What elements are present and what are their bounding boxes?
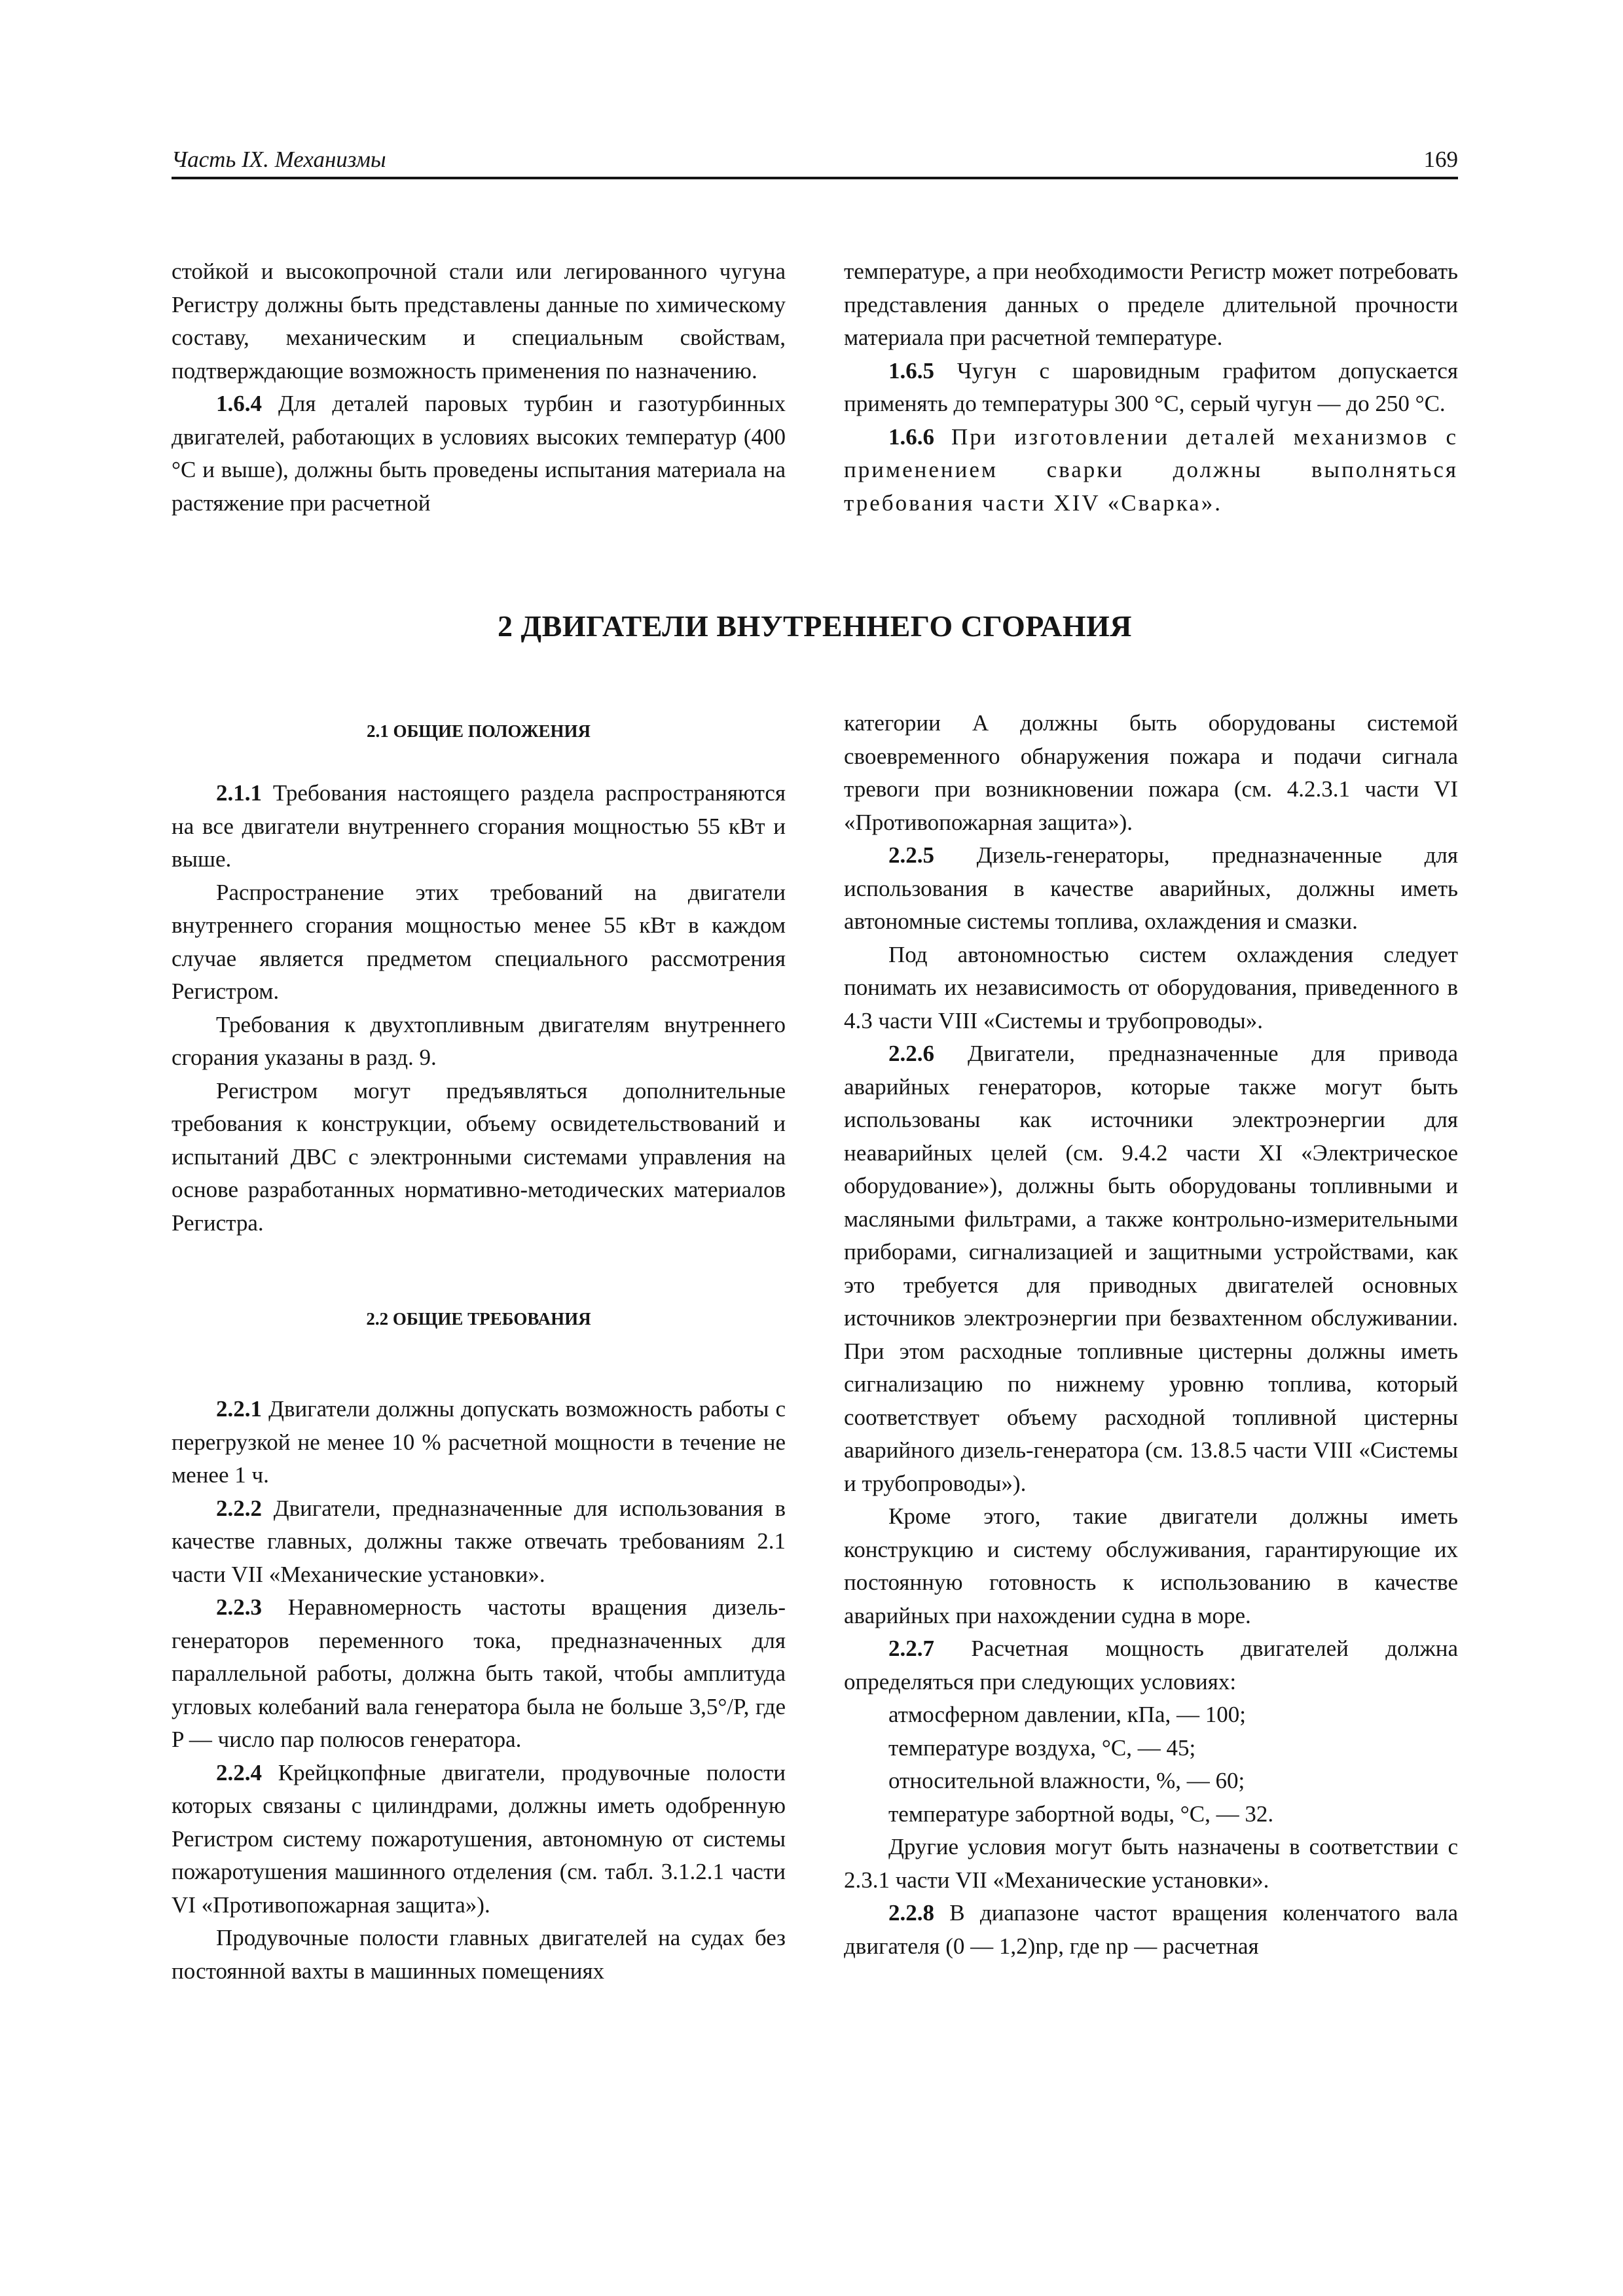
page-number: 169	[1423, 147, 1458, 172]
clause-number: 2.2.8	[888, 1900, 934, 1926]
clause-number: 2.2.3	[216, 1594, 262, 1620]
paragraph-1-6-6	[844, 421, 1458, 520]
clause-number: 1.6.4	[216, 391, 262, 416]
clause-text: Чугун с шаровидным графитом допускается применять до температуры 300 °С, серый чугун — до 250 °С.	[844, 357, 1458, 416]
clause-text: Расчетная мощность двигателей должна определяться при следующих условиях:	[844, 1636, 1458, 1695]
paragraph: Кроме этого, такие двигатели должны иметь конструкцию и систему обслуживания, гарантирующие их постоянную готовность к использованию в качестве аварийных при нахождении судна в море.	[844, 1503, 1458, 1628]
paragraph: категории А должны быть оборудованы системой своевременного обнаружения пожара и подачи сигнала тревоги при возникновении пожара (см. 4.2.3.1 части VI «Противопожарная защита»).	[844, 710, 1458, 835]
paragraph-2-2-4	[172, 1757, 786, 1922]
clause-number: 1.6.5	[888, 357, 934, 384]
paragraph: Продувочные полости главных двигателей на судах без постоянной вахты в машинных помещениях	[172, 1925, 786, 1984]
clause-number: 2.1.1	[216, 780, 262, 806]
paragraph-2-2-1	[172, 1393, 786, 1492]
top-right-column	[844, 255, 1458, 520]
clause-text: Неравномерность частоты вращения дизель-генераторов переменного тока, предназначенных для параллельной работы, должна быть такой, чтобы амплитуда угловых колебаний вала генератора была не больше 3,5°/P, где P — число пар полюсов генератора.	[172, 1594, 786, 1752]
clause-text: Крейцкопфные двигатели, продувочные полости которых связаны с цилиндрами, должны иметь одобренную Регистром систему пожаротушения, автономную от системы пожаротушения машинного отделения (см. табл. 3.1.2.1 части VI «Противопожарная защита»).	[172, 1759, 786, 1918]
right-column	[844, 707, 1458, 1963]
paragraph: Требования к двухтопливным двигателям внутреннего сгорания указаны в разд. 9.	[172, 1011, 786, 1070]
top-left-column	[172, 255, 786, 520]
paragraph-1-6-4	[172, 387, 786, 520]
paragraph: Регистром могут предъявляться дополнительные требования к конструкции, объему освидетельствований и испытаний ДВС с электронными системами управления на основе разработанных нормативно-методических материалов Регистра.	[172, 1077, 786, 1236]
condition-item: атмосферном давлении, кПа, — 100;	[888, 1702, 1246, 1727]
header-rule	[172, 177, 1458, 179]
paragraph: Распространение этих требований на двигатели внутреннего сгорания мощностью менее 55 кВт в каждом случае является предметом специального рассмотрения Регистром.	[172, 879, 786, 1004]
condition-item: относительной влажности, %, — 60;	[888, 1768, 1245, 1793]
paragraph-2-2-3	[172, 1591, 786, 1757]
paragraph-2-2-6	[844, 1037, 1458, 1500]
paragraph-1-6-5	[844, 355, 1458, 421]
paragraph-2-2-7	[844, 1632, 1458, 1698]
paragraph-2-2-5	[844, 839, 1458, 939]
paragraph-2-2-8	[844, 1897, 1458, 1963]
clause-text: Дизель-генераторы, предназначенные для использования в качестве аварийных, должны иметь автономные системы топлива, охлаждения и смазки.	[844, 842, 1458, 934]
paragraph: Другие условия могут быть назначены в соответствии с 2.3.1 части VII «Механические установки».	[844, 1834, 1458, 1893]
condition-item: температуре забортной воды, °С, — 32.	[888, 1801, 1274, 1827]
subsection-heading-2-1: 2.1 ОБЩИЕ ПОЛОЖЕНИЯ	[366, 721, 591, 741]
clause-text: Двигатели, предназначенные для привода аварийных генераторов, которые также могут быть использованы как источники электроэнергии для неаварийных целей (см. 9.4.2 части XI «Электрическое оборудование»), должны быть оборудованы топливными и масляными фильтрами, а также контрольно-измерительными приборами, сигнализацией и защитными устройствами, как это требуется для приводных двигателей основных источников электроэнергии при безвахтенном обслуживании. При этом расходные топливные цистерны должны иметь сигнализацию по нижнему уровню топлива, который соответствует объему расходной топливной цистерны аварийного дизель-генератора (см. 13.8.5 части VIII «Системы и трубопроводы»).	[844, 1041, 1458, 1496]
clause-number: 2.2.5	[888, 842, 934, 868]
clause-number: 2.2.7	[888, 1636, 934, 1661]
subsection-heading-2-2: 2.2 ОБЩИЕ ТРЕБОВАНИЯ	[366, 1309, 591, 1329]
clause-text: Двигатели, предназначенные для использования в качестве главных, должны также отвечать требованиям 2.1 части VII «Механические установки».	[172, 1495, 786, 1587]
clause-text: При изготовлении деталей механизмов с применением сварки должны выполняться требования части XIV «Сварка».	[844, 423, 1458, 516]
paragraph: температуре, а при необходимости Регистр может потребовать представления данных о пределе длительной прочности материала при расчетной температуре.	[844, 259, 1458, 350]
paragraph-2-1-1	[172, 777, 786, 876]
section-title: 2 ДВИГАТЕЛИ ВНУТРЕННЕГО СГОРАНИЯ	[497, 609, 1133, 643]
running-head: Часть IX. Механизмы	[172, 147, 386, 172]
paragraph: Под автономностью систем охлаждения следует понимать их независимость от оборудования, приведенного в 4.3 части VIII «Системы и трубопроводы».	[844, 941, 1458, 1033]
clause-number: 2.2.1	[216, 1396, 262, 1422]
condition-item: температуре воздуха, °С, — 45;	[888, 1734, 1196, 1761]
page-header	[172, 145, 1458, 179]
clause-number: 2.2.2	[216, 1495, 262, 1521]
paragraph: стойкой и высокопрочной стали или легированного чугуна Регистру должны быть представлены данные по химическому составу, механическим и специальным свойствам, подтверждающие возможность применения по назначению.	[172, 259, 786, 384]
clause-text: В диапазоне частот вращения коленчатого вала двигателя (0 — 1,2)nр, где nр — расчетная	[844, 1900, 1458, 1959]
paragraph-2-2-2	[172, 1492, 786, 1592]
clause-number: 2.2.6	[888, 1041, 934, 1066]
clause-number: 2.2.4	[216, 1759, 262, 1785]
clause-text: Для деталей паровых турбин и газотурбинных двигателей, работающих в условиях высоких температур (400 °С и выше), должны быть проведены испытания материала на растяжение при расчетной	[172, 391, 786, 516]
left-column-lower	[172, 1393, 786, 1988]
left-column-upper	[172, 777, 786, 1240]
clause-text: Требования настоящего раздела распространяются на все двигатели внутреннего сгорания мощностью 55 кВт и выше.	[172, 780, 786, 872]
clause-number: 1.6.6	[888, 423, 934, 450]
clause-text: Двигатели должны допускать возможность работы с перегрузкой не менее 10 % расчетной мощности в течение не менее 1 ч.	[172, 1396, 786, 1488]
